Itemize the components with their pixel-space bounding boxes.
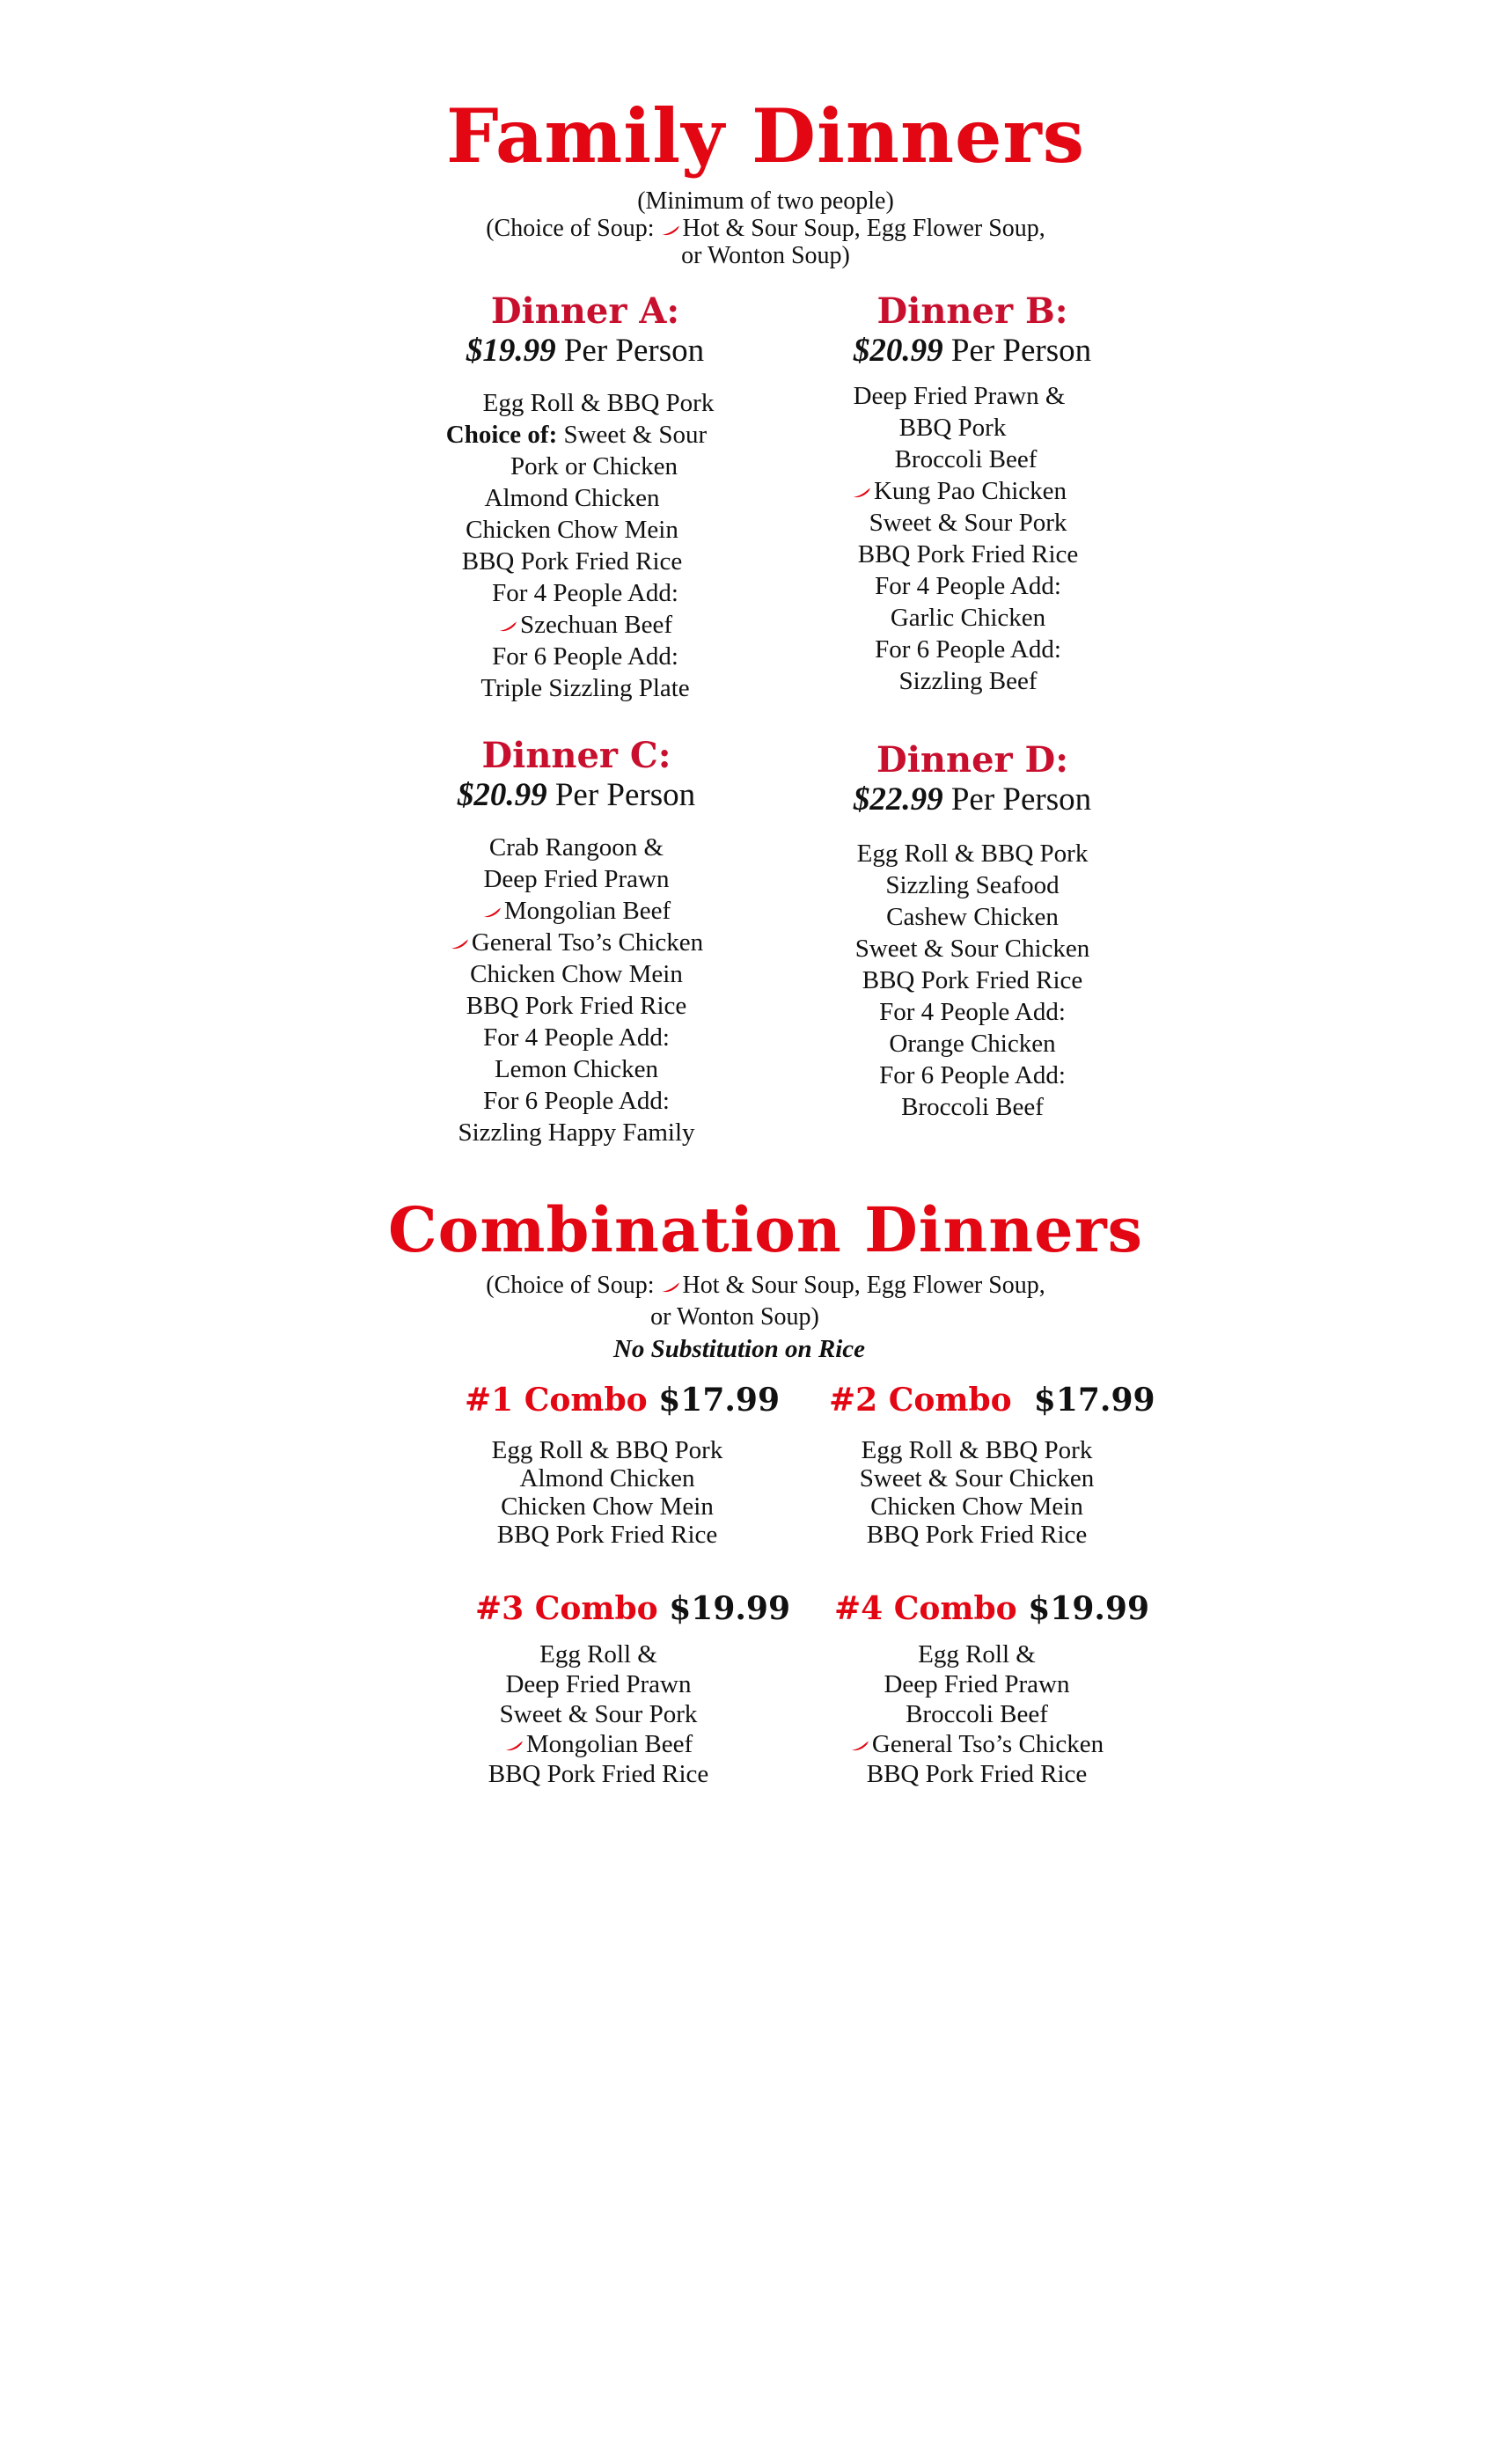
combo-2-label: #2 Combo bbox=[829, 1382, 1012, 1419]
combo-4-label: #4 Combo bbox=[834, 1590, 1017, 1627]
dinner-c-items bbox=[378, 832, 774, 1148]
list-item: Egg Roll & BBQ Pork bbox=[482, 389, 715, 417]
list-item: Egg Roll & BBQ Pork bbox=[491, 1436, 723, 1464]
combo-3-price: $19.99 bbox=[669, 1590, 791, 1627]
dinner-c-title: Dinner C: bbox=[481, 735, 671, 776]
list-item: Mongolian Beef bbox=[378, 895, 774, 927]
dinner-b bbox=[774, 290, 1170, 697]
list-item: Sweet & Sour Chicken bbox=[859, 1464, 1095, 1492]
combo-4-items bbox=[792, 1639, 1162, 1789]
list-item: Orange Chicken bbox=[889, 1030, 1056, 1058]
list-item: Sweet & Sour Pork bbox=[869, 509, 1067, 537]
list-item: Sizzling Seafood bbox=[885, 871, 1060, 899]
list-item: Chicken Chow Mein bbox=[501, 1492, 714, 1521]
family-soup-line bbox=[0, 215, 1496, 242]
combo-4-price: $19.99 bbox=[1028, 1590, 1150, 1627]
per-person-label: Per Person bbox=[950, 333, 1092, 369]
combo-1-price: $17.99 bbox=[658, 1382, 781, 1419]
list-item: Mongolian Beef bbox=[414, 1729, 783, 1759]
list-item: Lemon Chicken bbox=[494, 1055, 659, 1083]
list-item: Garlic Chicken bbox=[890, 604, 1046, 632]
family-min-note: (Minimum of two people) bbox=[637, 187, 894, 215]
dinner-b-items bbox=[774, 380, 1170, 697]
combination-dinners-header bbox=[0, 1192, 1496, 1364]
dinner-b-price-line bbox=[774, 332, 1170, 370]
list-item: For 6 People Add: bbox=[875, 635, 1061, 664]
dinner-d-price: $22.99 bbox=[853, 781, 943, 818]
list-item: Egg Roll & bbox=[539, 1640, 657, 1668]
dinner-c-price: $20.99 bbox=[457, 777, 547, 813]
list-item: Deep Fried Prawn bbox=[483, 865, 670, 893]
list-item: For 6 People Add: bbox=[879, 1061, 1066, 1089]
list-item: Deep Fried Prawn & bbox=[853, 382, 1066, 410]
list-item: BBQ Pork Fried Rice bbox=[466, 992, 687, 1020]
dinner-a-price: $19.99 bbox=[466, 333, 556, 369]
list-item: BBQ Pork bbox=[898, 414, 1007, 442]
list-item: Pork or Chicken bbox=[510, 452, 678, 480]
dinner-a-items bbox=[387, 387, 783, 704]
list-item: Sizzling Beef bbox=[898, 667, 1038, 695]
list-item: For 4 People Add: bbox=[879, 998, 1066, 1026]
family-dinners-title: Family Dinners bbox=[445, 92, 1086, 180]
choice-of-label: Choice of: bbox=[445, 421, 558, 449]
list-item: Sizzling Happy Family bbox=[458, 1118, 695, 1147]
list-item: Sweet & Sour Chicken bbox=[854, 935, 1090, 963]
per-person-label: Per Person bbox=[554, 777, 696, 813]
soup-choice-options: Hot & Sour Soup, Egg Flower Soup, bbox=[682, 215, 1045, 242]
combo-1-items bbox=[422, 1436, 792, 1549]
list-item: Szechuan Beef bbox=[387, 609, 783, 641]
list-item: BBQ Pork Fried Rice bbox=[866, 1521, 1088, 1549]
combo-2-price: $17.99 bbox=[1033, 1382, 1155, 1419]
list-item: Broccoli Beef bbox=[906, 1700, 1048, 1728]
combo-1-label: #1 Combo bbox=[465, 1382, 648, 1419]
list-item: BBQ Pork Fried Rice bbox=[862, 966, 1083, 994]
soup-choice-label: (Choice of Soup: bbox=[486, 215, 655, 242]
list-item: For 6 People Add: bbox=[492, 642, 678, 671]
dinner-d-price-line bbox=[774, 781, 1170, 818]
combo-3-items bbox=[414, 1639, 783, 1789]
combo-3-label: #3 Combo bbox=[475, 1590, 658, 1627]
list-item bbox=[370, 419, 783, 451]
list-item: Deep Fried Prawn bbox=[505, 1670, 692, 1698]
dinner-d-title: Dinner D: bbox=[876, 739, 1068, 781]
list-item: For 4 People Add: bbox=[875, 572, 1061, 600]
list-item: Broccoli Beef bbox=[894, 445, 1038, 473]
list-item: Kung Pao Chicken bbox=[748, 475, 1170, 507]
no-substitution-note: No Substitution on Rice bbox=[612, 1335, 866, 1363]
family-dinners-header bbox=[0, 92, 1496, 269]
chili-pepper-icon bbox=[482, 906, 502, 919]
dinner-d bbox=[774, 739, 1170, 1123]
chili-pepper-icon bbox=[852, 487, 871, 499]
combination-dinners-title: Combination Dinners bbox=[387, 1193, 1144, 1266]
list-item: Egg Roll & bbox=[918, 1640, 1036, 1668]
list-item: BBQ Pork Fried Rice bbox=[866, 1760, 1088, 1788]
list-item: BBQ Pork Fried Rice bbox=[496, 1521, 718, 1549]
list-item: Chicken Chow Mein bbox=[870, 1492, 1083, 1521]
list-item: BBQ Pork Fried Rice bbox=[488, 1760, 709, 1788]
combination-soup-line-2: or Wonton Soup) bbox=[650, 1303, 819, 1331]
soup-choice-options: Hot & Sour Soup, Egg Flower Soup, bbox=[682, 1272, 1045, 1299]
family-soup-line-2: or Wonton Soup) bbox=[681, 242, 850, 269]
chili-pepper-icon bbox=[504, 1740, 524, 1752]
list-item: For 4 People Add: bbox=[483, 1023, 670, 1052]
dinner-a bbox=[387, 290, 783, 704]
combo-4-head bbox=[834, 1590, 1149, 1627]
list-item: Cashew Chicken bbox=[886, 903, 1059, 931]
list-item: Chicken Chow Mein bbox=[466, 516, 678, 544]
list-item: For 6 People Add: bbox=[483, 1087, 670, 1115]
list-item: Broccoli Beef bbox=[901, 1093, 1044, 1121]
per-person-label: Per Person bbox=[563, 333, 705, 369]
dinner-b-title: Dinner B: bbox=[876, 290, 1068, 332]
combo-2-head bbox=[829, 1382, 1155, 1419]
combo-3-head bbox=[475, 1590, 790, 1627]
list-item: Triple Sizzling Plate bbox=[480, 674, 690, 702]
list-item: Egg Roll & BBQ Pork bbox=[861, 1436, 1093, 1464]
dinner-c-price-line bbox=[378, 776, 774, 814]
list-item: Chicken Chow Mein bbox=[470, 960, 683, 988]
chili-pepper-icon bbox=[850, 1740, 869, 1752]
list-item: Sweet & Sour Pork bbox=[499, 1700, 698, 1728]
soup-choice-label: (Choice of Soup: bbox=[486, 1272, 655, 1299]
combo-2-items bbox=[792, 1436, 1162, 1549]
list-item: Crab Rangoon & bbox=[488, 833, 664, 862]
chili-pepper-icon bbox=[661, 1281, 680, 1294]
list-item: Almond Chicken bbox=[519, 1464, 695, 1492]
combo-1-head bbox=[465, 1382, 780, 1419]
per-person-label: Per Person bbox=[950, 781, 1092, 818]
chili-pepper-icon bbox=[661, 224, 680, 237]
dinner-a-price-line bbox=[387, 332, 783, 370]
chili-pepper-icon bbox=[498, 620, 517, 633]
list-item: General Tso’s Chicken bbox=[378, 927, 774, 958]
list-item: For 4 People Add: bbox=[492, 579, 678, 607]
list-item: Deep Fried Prawn bbox=[884, 1670, 1070, 1698]
choice-of-value: Sweet & Sour bbox=[563, 421, 708, 449]
dinner-a-title: Dinner A: bbox=[490, 290, 680, 332]
list-item: Egg Roll & BBQ Pork bbox=[856, 840, 1089, 868]
chili-pepper-icon bbox=[450, 938, 469, 950]
dinner-c bbox=[378, 735, 774, 1148]
dinner-d-items bbox=[774, 838, 1170, 1123]
dinner-b-price: $20.99 bbox=[853, 333, 943, 369]
list-item: General Tso’s Chicken bbox=[792, 1729, 1162, 1759]
combination-soup-line bbox=[0, 1270, 1496, 1302]
list-item: Almond Chicken bbox=[484, 484, 660, 512]
list-item: BBQ Pork Fried Rice bbox=[461, 547, 683, 576]
list-item: BBQ Pork Fried Rice bbox=[857, 540, 1079, 568]
